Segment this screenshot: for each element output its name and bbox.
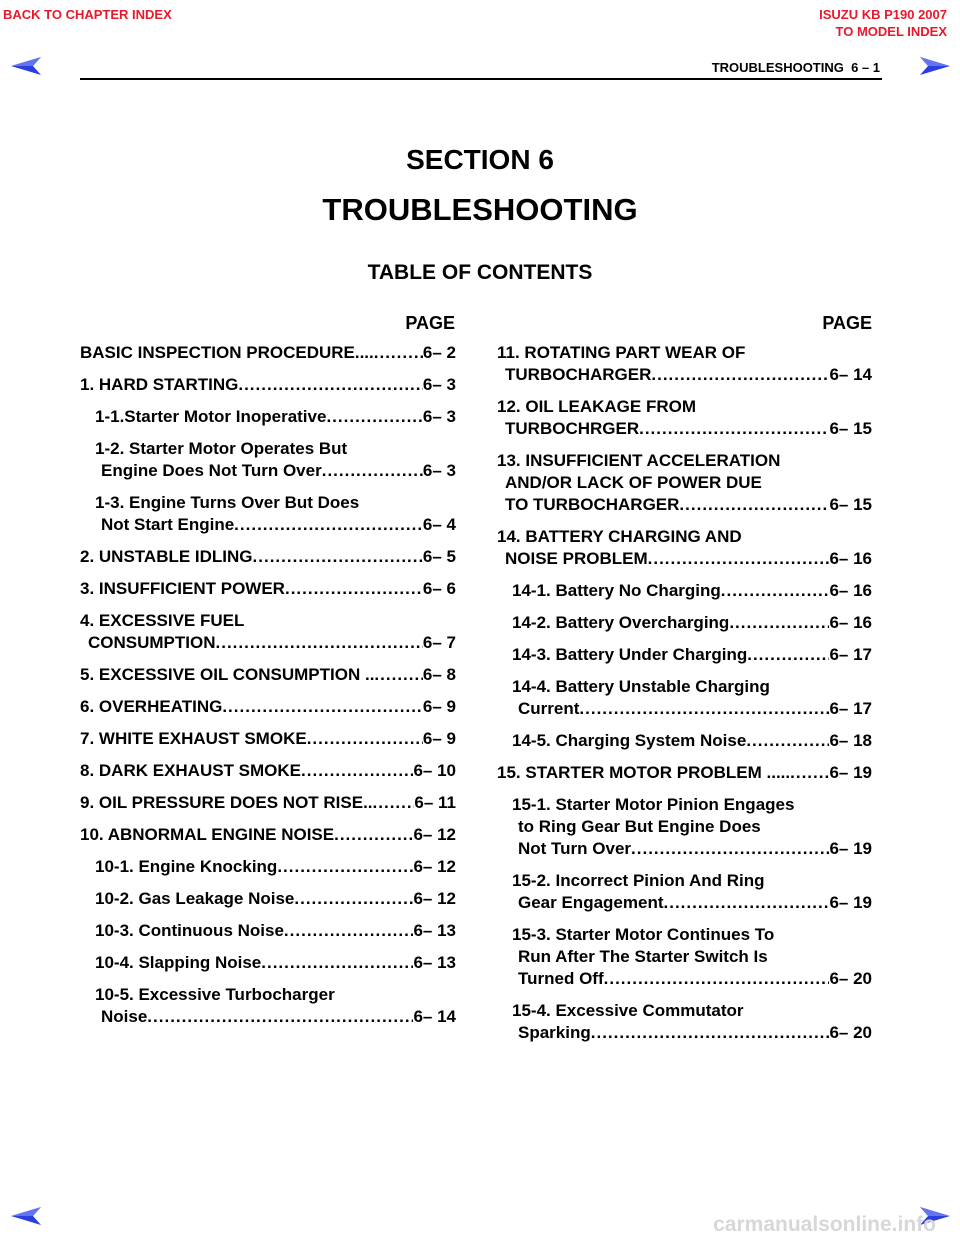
toc-entry-text: Run After The Starter Switch Is — [518, 947, 768, 966]
toc-entry-text: 5. EXCESSIVE OIL CONSUMPTION .. — [80, 665, 375, 684]
page-column-label: PAGE — [822, 313, 872, 333]
dot-leader — [277, 856, 413, 878]
toc-entry-text: 14. BATTERY CHARGING AND — [497, 527, 742, 546]
toc-page-number: 6– 19 — [829, 763, 872, 782]
dot-leader — [261, 952, 413, 974]
toc-entry-text: 1-3. Engine Turns Over But Does — [95, 493, 360, 512]
section-label: SECTION 6 — [406, 144, 554, 175]
toc-entry[interactable] — [80, 696, 456, 718]
toc-right-column — [497, 342, 872, 1054]
dot-leader — [307, 728, 423, 750]
toc-entry-text: CONSUMPTION — [88, 633, 216, 652]
toc-page-number: 6– 19 — [829, 893, 872, 912]
toc-entry[interactable] — [497, 342, 872, 386]
dot-leader — [284, 920, 414, 942]
toc-page-number: 6– 13 — [413, 953, 456, 972]
toc-page-number: 6– 3 — [422, 461, 456, 480]
toc-entry[interactable] — [80, 578, 456, 600]
toc-entry[interactable] — [497, 762, 872, 784]
watermark: carmanualsonline.info — [713, 1213, 936, 1236]
toc-entry[interactable] — [80, 664, 456, 686]
toc-entry[interactable] — [80, 760, 456, 782]
toc-entry-text: Noise — [101, 1007, 148, 1026]
toc-entry-text: 10-4. Slapping Noise — [95, 953, 262, 972]
toc-entry-text: Current — [518, 699, 580, 718]
toc-entry-text: 13. INSUFFICIENT ACCELERATION — [497, 451, 781, 470]
toc-left-column — [80, 342, 456, 1038]
toc-entry-text: 9. OIL PRESSURE DOES NOT RISE.. — [80, 793, 373, 812]
toc-entry-text: 12. OIL LEAKAGE FROM — [497, 397, 696, 416]
toc-entry-text: 15-3. Starter Motor Continues To — [512, 925, 775, 944]
toc-page-number: 6– 15 — [829, 495, 872, 514]
header-rule — [80, 78, 882, 80]
toc-entry[interactable] — [497, 730, 872, 752]
toc-entry[interactable] — [80, 610, 456, 654]
dot-leader — [679, 494, 829, 516]
dot-leader — [604, 968, 830, 990]
dot-leader — [334, 824, 413, 846]
toc-page-number: 6– 7 — [422, 633, 456, 652]
dot-leader — [326, 406, 422, 428]
dot-leader — [234, 514, 423, 536]
dot-leader — [294, 888, 413, 910]
toc-page-number: 6– 16 — [829, 581, 872, 600]
running-header: TROUBLESHOOTING 6 – 1 — [711, 60, 880, 75]
toc-entry-text: Turned Off — [518, 969, 604, 988]
toc-page-number: 6– 10 — [413, 761, 456, 780]
toc-page-number: 6– 6 — [422, 579, 456, 598]
toc-page-number: 6– 19 — [829, 839, 872, 858]
toc-entry[interactable] — [497, 450, 872, 516]
toc-entry-text: 1-1.Starter Motor Inoperative — [95, 407, 327, 426]
toc-entry[interactable] — [80, 438, 456, 482]
toc-entry-text: 14-5. Charging System Noise — [512, 731, 747, 750]
toc-page-number: 6– 3 — [422, 407, 456, 426]
toc-entry[interactable] — [497, 924, 872, 990]
dot-leader — [253, 546, 423, 568]
toc-entry-text: 1-2. Starter Motor Operates But — [95, 439, 348, 458]
toc-page-number: 6– 12 — [413, 825, 456, 844]
toc-entry-text: 14-4. Battery Unstable Charging — [512, 677, 770, 696]
toc-entry[interactable] — [80, 546, 456, 568]
next-page-arrow-icon[interactable] — [918, 55, 952, 77]
toc-page-number: 6– 20 — [829, 969, 872, 988]
dot-leader — [648, 548, 830, 570]
toc-entry-text: 10. ABNORMAL ENGINE NOISE — [80, 825, 335, 844]
toc-entry-text: 10-1. Engine Knocking — [95, 857, 278, 876]
dot-leader — [631, 838, 829, 860]
dot-leader — [721, 580, 830, 602]
toc-entry-text: TURBOCHARGER — [505, 365, 652, 384]
back-to-chapter-index-link[interactable]: BACK TO CHAPTER INDEX — [3, 7, 172, 22]
toc-entry[interactable] — [497, 676, 872, 720]
toc-entry[interactable] — [80, 984, 456, 1028]
toc-entry-text: 7. WHITE EXHAUST SMOKE — [80, 729, 307, 748]
toc-page-number: 6– 20 — [829, 1023, 872, 1042]
page-column-label: PAGE — [405, 313, 455, 333]
toc-entry[interactable] — [80, 952, 456, 974]
toc-page-number: 6– 16 — [829, 549, 872, 568]
toc-entry[interactable] — [80, 856, 456, 878]
toc-page-number: 6– 15 — [829, 419, 872, 438]
toc-entry-text: 10-2. Gas Leakage Noise — [95, 889, 295, 908]
toc-page-number: 6– 17 — [829, 645, 872, 664]
toc-entry[interactable] — [80, 492, 456, 536]
toc-entry-text: 10-5. Excessive Turbocharger — [95, 985, 335, 1004]
toc-page-number: 6– 16 — [829, 613, 872, 632]
toc-entry[interactable] — [497, 870, 872, 914]
toc-page-number: 6– 13 — [413, 921, 456, 940]
toc-entry[interactable] — [80, 792, 456, 814]
toc-entry-text: 15-2. Incorrect Pinion And Ring — [512, 871, 765, 890]
dot-leader — [374, 664, 422, 686]
dot-leader — [664, 892, 830, 914]
dot-leader — [222, 696, 423, 718]
toc-entry-text: 14-1. Battery No Charging — [512, 581, 721, 600]
toc-entry-text: Gear Engagement — [518, 893, 664, 912]
dot-leader — [285, 578, 423, 600]
toc-entry[interactable] — [497, 1000, 872, 1044]
dot-leader — [238, 374, 423, 396]
toc-entry[interactable] — [80, 888, 456, 910]
toc-page-number: 6– 4 — [422, 515, 456, 534]
toc-page-number: 6– 17 — [829, 699, 872, 718]
toc-entry-text: Not Start Engine — [101, 515, 235, 534]
dot-leader — [579, 698, 829, 720]
toc-page-number: 6– 9 — [422, 697, 456, 716]
toc-entry[interactable] — [497, 526, 872, 570]
dot-leader — [639, 418, 829, 440]
toc-entry-text: 1. HARD STARTING — [80, 375, 239, 394]
previous-page-arrow-icon[interactable] — [9, 55, 43, 77]
toc-entry[interactable] — [80, 920, 456, 942]
toc-entry-text: 6. OVERHEATING — [80, 697, 223, 716]
toc-page-number: 6– 12 — [413, 889, 456, 908]
toc-entry[interactable] — [80, 342, 456, 364]
dot-leader — [746, 730, 829, 752]
toc-entry[interactable] — [497, 612, 872, 634]
toc-page-number: 6– 5 — [422, 547, 456, 566]
toc-entry-text: Sparking — [518, 1023, 591, 1042]
dot-leader — [216, 632, 423, 654]
toc-entry-text: 10-3. Continuous Noise — [95, 921, 284, 940]
toc-entry-text: NOISE PROBLEM — [505, 549, 648, 568]
toc-entry[interactable] — [80, 374, 456, 396]
toc-entry[interactable] — [80, 824, 456, 846]
toc-entry[interactable] — [497, 396, 872, 440]
toc-page-number: 6– 3 — [422, 375, 456, 394]
toc-entry-text: Not Turn Over — [518, 839, 632, 858]
toc-entry-text: 8. DARK EXHAUST SMOKE — [80, 761, 302, 780]
page-title: TROUBLESHOOTING — [322, 192, 638, 227]
toc-entry-text: 3. INSUFFICIENT POWER — [80, 579, 285, 598]
toc-entry-text: 15. STARTER MOTOR PROBLEM ..... — [497, 763, 791, 782]
toc-entry-text: Engine Does Not Turn Over — [101, 461, 322, 480]
toc-heading: TABLE OF CONTENTS — [367, 261, 593, 284]
toc-page-number: 6– 8 — [422, 665, 456, 684]
toc-entry-text: 15-4. Excessive Commutator — [512, 1001, 744, 1020]
toc-entry-text: 14-3. Battery Under Charging — [512, 645, 748, 664]
dot-leader — [790, 762, 829, 784]
toc-page-number: 6– 11 — [414, 793, 456, 812]
toc-entry-text: TURBOCHRGER — [505, 419, 640, 438]
toc-entry-text: TO TURBOCHARGER — [505, 495, 680, 514]
toc-page-number: 6– 18 — [829, 731, 872, 750]
toc-page-number: 6– 12 — [413, 857, 456, 876]
dot-leader — [374, 342, 423, 364]
toc-entry-text: 4. EXCESSIVE FUEL — [80, 611, 245, 630]
dot-leader — [729, 612, 829, 634]
toc-entry-text: to Ring Gear But Engine Does — [518, 817, 761, 836]
dot-leader — [651, 364, 829, 386]
toc-entry[interactable] — [497, 644, 872, 666]
toc-entry-text: BASIC INSPECTION PROCEDURE.... — [80, 343, 374, 362]
toc-entry[interactable] — [80, 406, 456, 428]
previous-page-arrow-icon[interactable] — [9, 1205, 43, 1227]
dot-leader — [591, 1022, 830, 1044]
toc-entry-text: 14-2. Battery Overcharging — [512, 613, 730, 632]
dot-leader — [301, 760, 413, 782]
toc-entry-text: AND/OR LACK OF POWER DUE — [505, 473, 762, 492]
toc-page-number: 6– 9 — [422, 729, 456, 748]
toc-entry[interactable] — [497, 580, 872, 602]
model-name: ISUZU KB P190 2007 — [819, 7, 947, 22]
toc-entry-text: 11. ROTATING PART WEAR OF — [497, 343, 746, 362]
toc-page-number: 6– 2 — [422, 343, 456, 362]
toc-entry-text: 15-1. Starter Motor Pinion Engages — [512, 795, 795, 814]
dot-leader — [322, 460, 423, 482]
toc-entry-text: 2. UNSTABLE IDLING — [80, 547, 253, 566]
toc-entry[interactable] — [80, 728, 456, 750]
dot-leader — [373, 792, 415, 814]
to-model-index-link[interactable]: TO MODEL INDEX — [835, 24, 947, 39]
dot-leader — [147, 1006, 413, 1028]
toc-page-number: 6– 14 — [413, 1007, 456, 1026]
toc-entry[interactable] — [497, 794, 872, 860]
toc-page-number: 6– 14 — [829, 365, 872, 384]
dot-leader — [747, 644, 829, 666]
